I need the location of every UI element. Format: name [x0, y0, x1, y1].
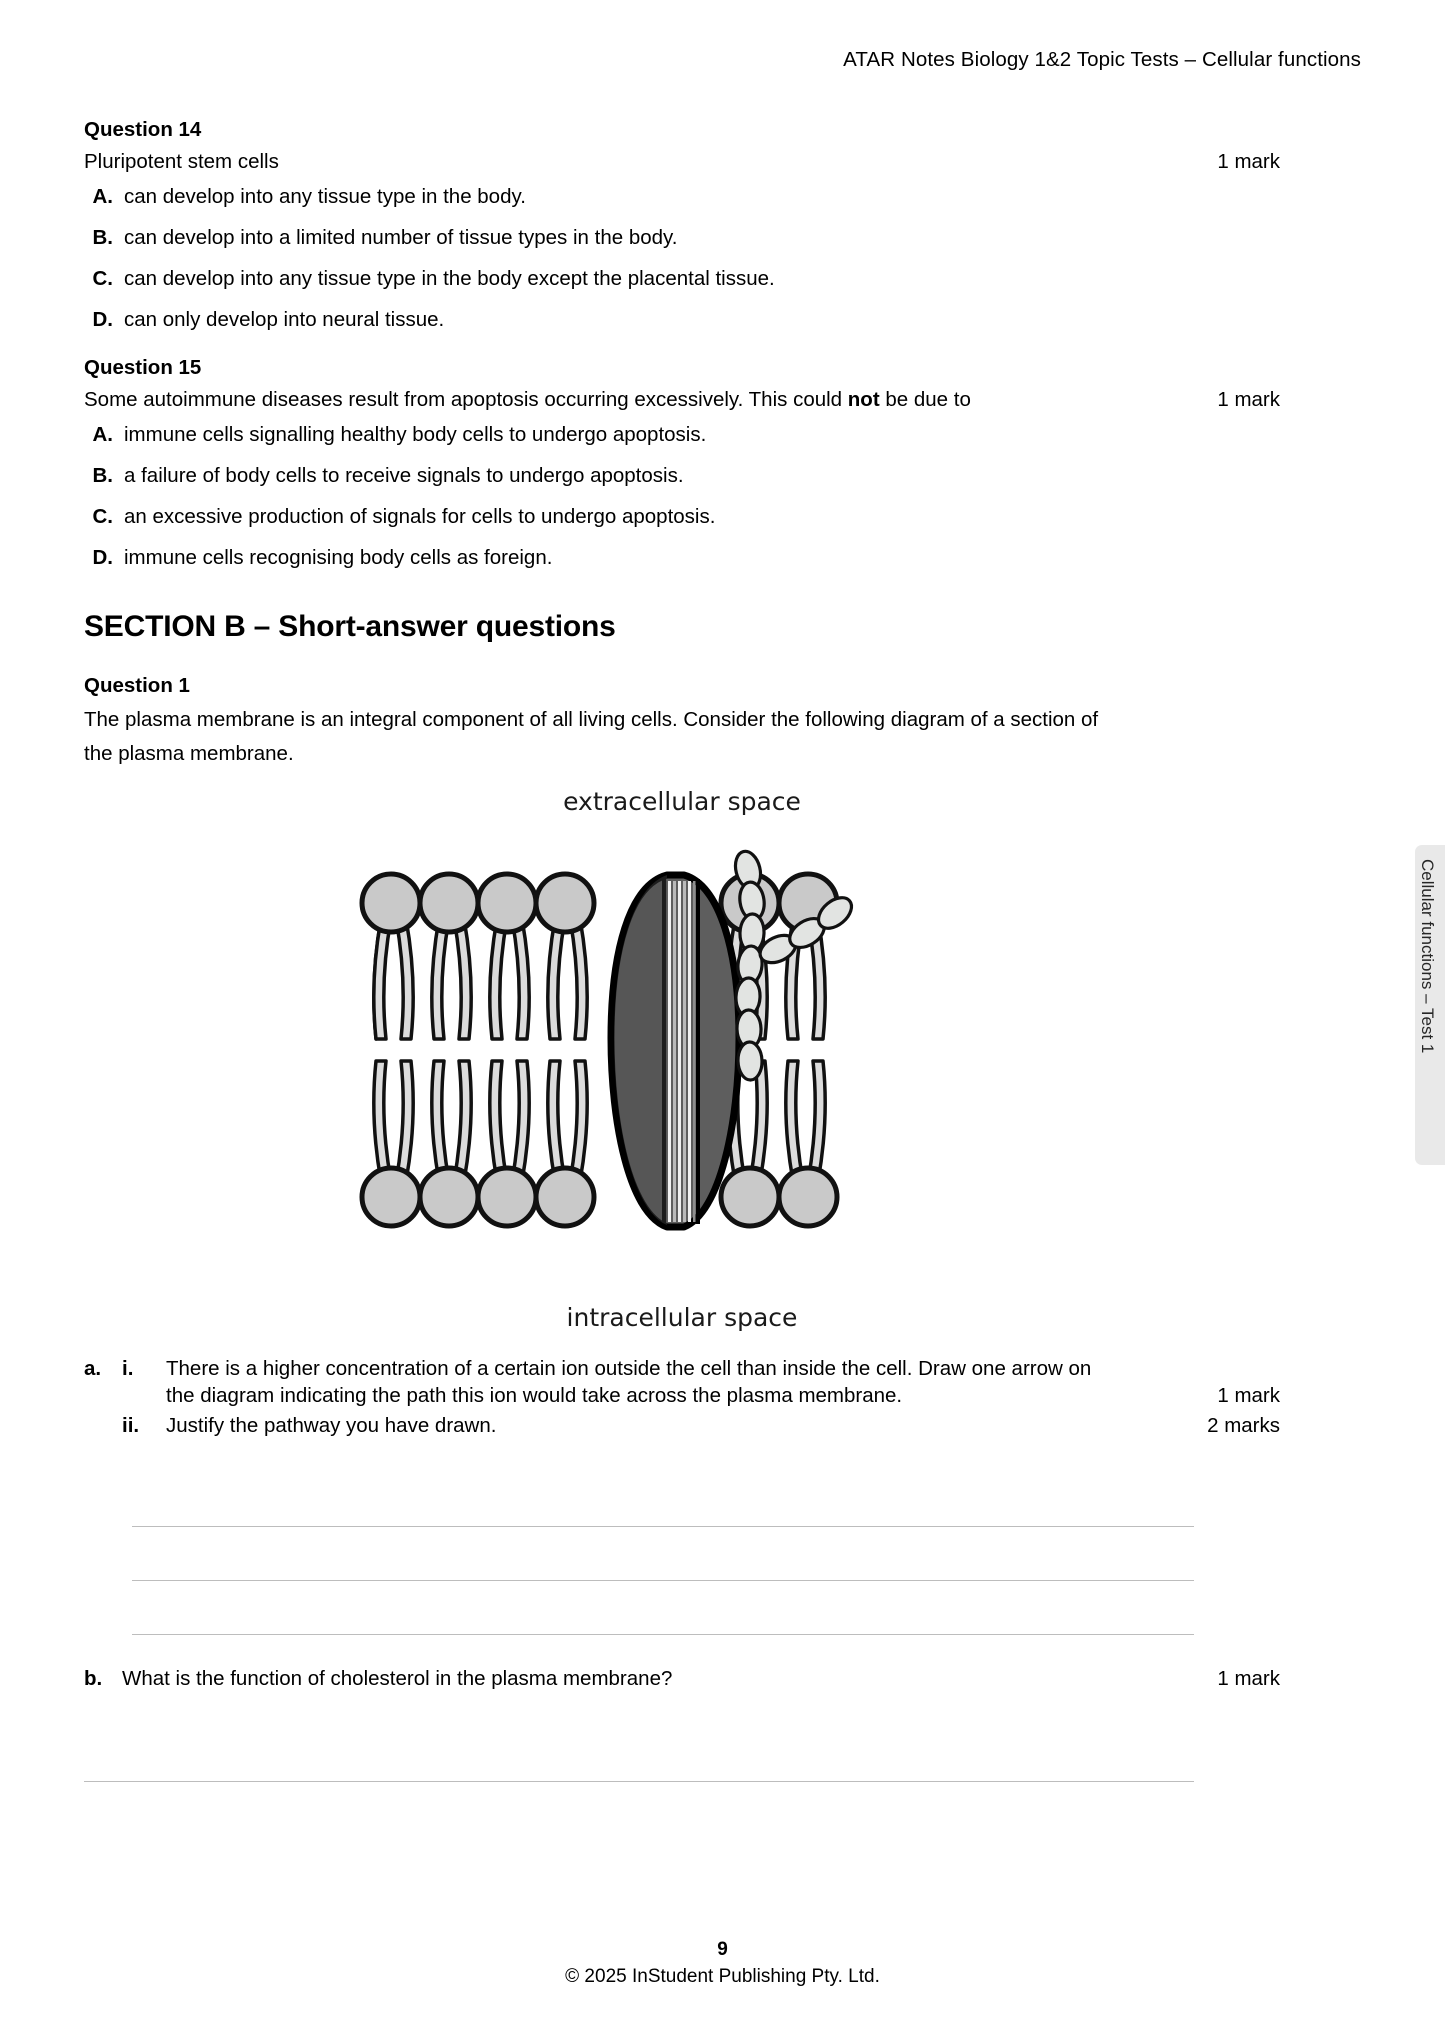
option-d-label: D.: [92, 546, 113, 569]
question-14-marks: 1 mark: [1217, 150, 1280, 173]
option-a-text: can develop into any tissue type in the body.: [124, 185, 526, 208]
membrane-diagram-svg: [84, 823, 1280, 1293]
question-15-stem-emphasis: not: [847, 388, 880, 411]
part-a-i-marks: 1 mark: [1217, 1384, 1280, 1408]
part-a-i-text: [166, 1355, 1180, 1410]
option-b[interactable]: [84, 225, 1280, 250]
answer-line[interactable]: [132, 1473, 1194, 1527]
part-a-label: a.: [84, 1356, 102, 1380]
option-d-label: D.: [92, 308, 113, 331]
plasma-membrane-diagram: [84, 787, 1280, 1347]
page-footer: [0, 1939, 1445, 1988]
integral-protein: [611, 875, 739, 1227]
page-content: [84, 118, 1280, 1782]
phospholipid-upper-1: [362, 874, 420, 1039]
side-tab-cellular-functions: [1415, 845, 1445, 1165]
question-1-intro-line-1: The plasma membrane is an integral component of all living cells. Consider the following diagram of a section of: [84, 708, 1099, 731]
question-1-intro-line-2: the plasma membrane.: [84, 742, 294, 766]
option-c-label: C.: [92, 505, 113, 528]
part-a-ii-marks: 2 marks: [1207, 1413, 1280, 1437]
phospholipid-lower-2: [420, 1061, 478, 1226]
question-14-options: [84, 184, 1280, 332]
option-a-text: immune cells signalling healthy body cells to undergo apoptosis.: [124, 423, 707, 446]
phospholipid-upper-3: [478, 874, 536, 1039]
question-15-options: [84, 422, 1280, 570]
option-c[interactable]: [84, 266, 1280, 291]
question-15-stem-row: [84, 388, 1280, 412]
question-15-stem-part1: Some autoimmune diseases result from apoptosis occurring excessively. This could: [84, 388, 848, 411]
option-b[interactable]: [84, 463, 1280, 488]
part-a-ii: [84, 1412, 1280, 1439]
option-b-label: B.: [92, 464, 113, 487]
option-c-text: an excessive production of signals for cells to undergo apoptosis.: [124, 505, 716, 528]
part-b-marks: 1 mark: [1217, 1666, 1280, 1690]
question-14-stem-row: [84, 150, 1280, 174]
phospholipid-lower-1: [362, 1061, 420, 1226]
part-b: [84, 1665, 1280, 1692]
phospholipid-lower-3: [478, 1061, 536, 1226]
option-b-text: a failure of body cells to receive signals to undergo apoptosis.: [124, 464, 684, 487]
question-15-stem-part2: be due to: [879, 388, 971, 411]
question-15-marks: 1 mark: [1217, 388, 1280, 411]
option-d-text: can only develop into neural tissue.: [124, 308, 445, 331]
answer-lines-part-b: [84, 1728, 1280, 1782]
part-a-i-line-2: the diagram indicating the path this ion would take across the plasma membrane.: [166, 1384, 903, 1408]
question-1-parts: [84, 1355, 1280, 1783]
part-a-ii-label: ii.: [122, 1413, 140, 1437]
option-a[interactable]: [84, 184, 1280, 209]
part-b-label: b.: [84, 1666, 103, 1690]
running-header: ATAR Notes Biology 1&2 Topic Tests – Cellular functions: [843, 48, 1361, 71]
question-14-block: [84, 118, 1280, 332]
option-d-text: immune cells recognising body cells as foreign.: [124, 546, 553, 569]
option-a-label: A.: [92, 423, 113, 446]
page-number: 9: [717, 1939, 728, 1960]
question-14-heading: Question 14: [84, 118, 202, 141]
phospholipid-lower-6: [779, 1061, 837, 1226]
option-a[interactable]: [84, 422, 1280, 447]
phospholipid-lower-4: [536, 1061, 594, 1226]
part-a-i: [84, 1355, 1280, 1410]
option-c[interactable]: [84, 504, 1280, 529]
question-15-block: [84, 356, 1280, 570]
option-d[interactable]: [84, 307, 1280, 332]
option-c-text: can develop into any tissue type in the body except the placental tissue.: [124, 267, 775, 290]
diagram-label-extracellular: extracellular space: [563, 786, 801, 816]
side-tab-label: Cellular functions – Test 1: [1418, 859, 1437, 1054]
diagram-label-intracellular: intracellular space: [566, 1302, 798, 1332]
answer-line[interactable]: [132, 1581, 1194, 1635]
phospholipid-upper-2: [420, 874, 478, 1039]
question-14-stem: Pluripotent stem cells: [84, 150, 279, 173]
phospholipid-upper-4: [536, 874, 594, 1039]
answer-lines-part-a: [84, 1473, 1280, 1635]
copyright-notice: © 2025 InStudent Publishing Pty. Ltd.: [565, 1966, 880, 1987]
option-c-label: C.: [92, 267, 113, 290]
answer-line[interactable]: [132, 1527, 1194, 1581]
part-a-ii-spacer: [84, 1412, 122, 1439]
option-d[interactable]: [84, 545, 1280, 570]
option-a-label: A.: [92, 185, 113, 208]
answer-line[interactable]: [84, 1728, 1194, 1782]
part-b-text: What is the function of cholesterol in the plasma membrane?: [122, 1666, 673, 1690]
option-b-text: can develop into a limited number of tissue types in the body.: [124, 226, 678, 249]
part-a-i-label: i.: [122, 1356, 134, 1380]
part-a-ii-text: Justify the pathway you have drawn.: [166, 1413, 497, 1437]
question-15-stem: [84, 388, 1184, 412]
question-15-heading: Question 15: [84, 356, 202, 379]
part-a-i-line-1: There is a higher concentration of a certain ion outside the cell than inside the cell. Draw one arrow on: [166, 1356, 1092, 1380]
section-b-heading: SECTION B – Short-answer questions: [84, 610, 616, 643]
option-b-label: B.: [92, 226, 113, 249]
section-b-question-1-heading: Question 1: [84, 674, 190, 697]
